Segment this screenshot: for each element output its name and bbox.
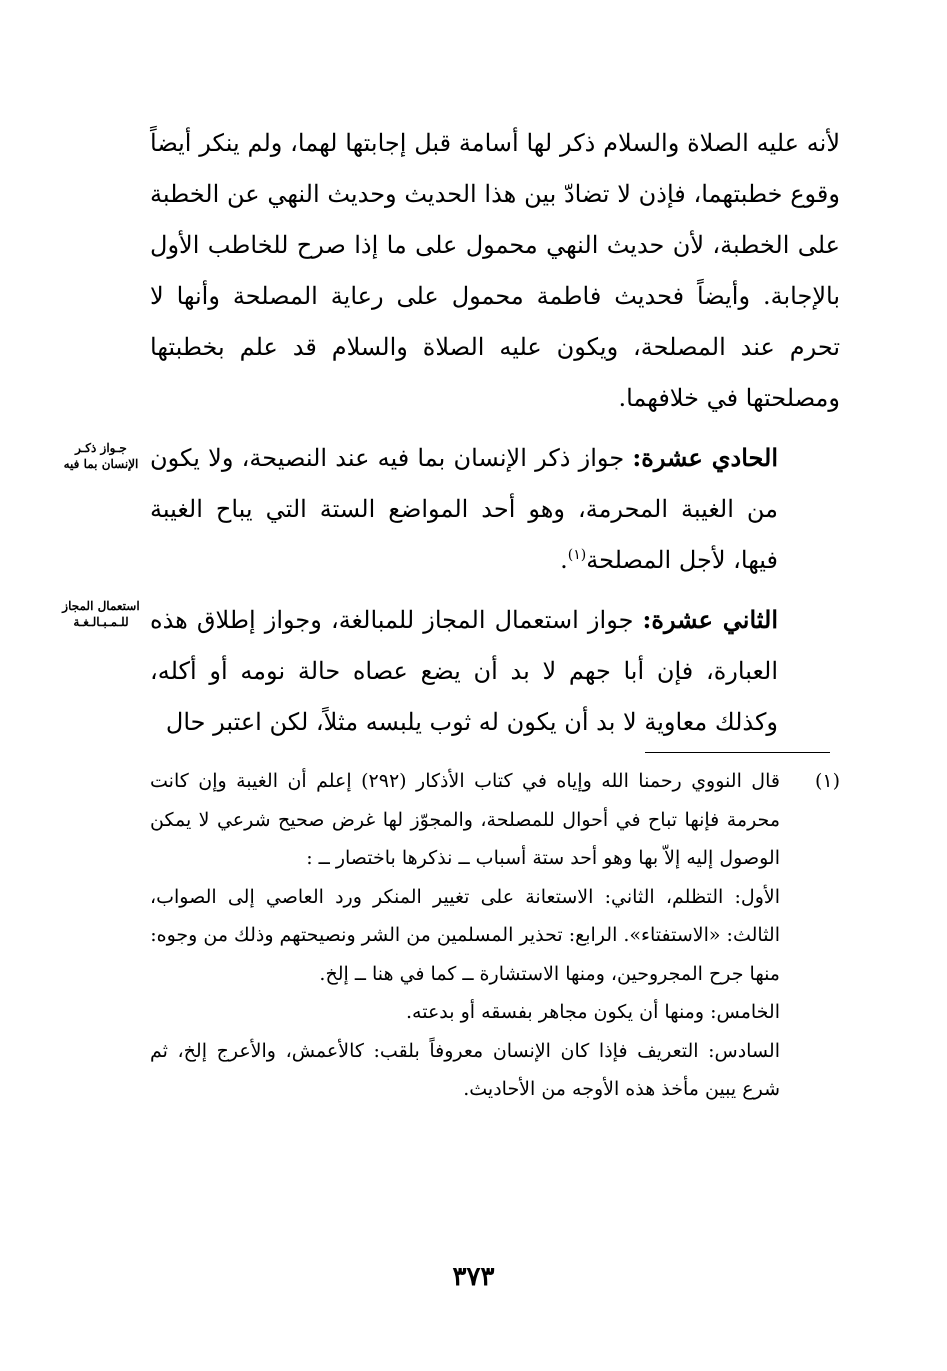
footnote-reference[interactable]: (١) xyxy=(567,547,587,563)
footnote-1-text: قال النووي رحمنا الله وإياه في كتاب الأذكار (٢٩٢) إعلم أن الغيبة وإن كانت محرمة فإنها تباح في أحوال للمصلحة، والمجوّز لها غرض صحيح شرعي لا يمكن الوصول إليه إلاّ بها وهو أحد ستة أسباب ــ نذكرها باختصار ــ : xyxy=(150,770,780,869)
margin-note-2-line-1: استعمال المجاز xyxy=(62,599,140,613)
paragraph-3-text: جواز استعمال المجاز للمبالغة، وجواز إطلاق هذه العبارة، فإن أبا جهم لا بد أن يضع عصاه حالة نومه أو أكله، وكذلك معاوية لا بد أن يكون له ثوب يلبسه مثلاً، لكن اعتبر حال xyxy=(150,606,778,736)
main-text xyxy=(150,118,840,748)
footnote-line-4: الخامس: ومنها أن يكون مجاهر بفسقه أو بدعته. xyxy=(405,1001,780,1023)
margin-note-2-line-2: للـمـبـالـغـة xyxy=(73,615,129,629)
margin-note-1-line-2: الإنسان بما فيه xyxy=(63,457,139,471)
paragraph-2-end: . xyxy=(560,546,568,574)
paragraph-2 xyxy=(150,432,840,586)
footnote-marker: (١) xyxy=(814,770,840,792)
footnote-1 xyxy=(150,762,840,878)
paragraph-3-heading: الثاني عشرة: xyxy=(642,605,778,634)
footnote-separator xyxy=(645,752,830,753)
paragraph-2-text: جواز ذكر الإنسان بما فيه عند النصيحة، ولا يكون من الغيبة المحرمة، وهو أحد المواضع الستة التي يباح الغيبة فيها، لأجل المصلحة xyxy=(150,444,778,574)
paragraph-1: لأنه عليه الصلاة والسلام ذكر لها أسامة قبل إجابتها لهما، ولم ينكر أيضاً وقوع خطبتهما، فإذن لا تضادّ بين هذا الحديث وحديث النهي عن الخطبة على الخطبة، لأن حديث النهي محمول على ما إذا صرح للخاطب الأول بالإجابة. وأيضاً فحديث فاطمة محمول على رعاية المصلحة وأنها لا تحرم عند المصلحة، ويكون عليه الصلاة والسلام قد علم بخطبتها ومصلحتها في خلافهما. xyxy=(150,129,840,412)
paragraph-2-heading: الحادي عشرة: xyxy=(632,443,778,472)
margin-note-1-line-1: جـواز ذكـر xyxy=(75,441,127,455)
margin-note-2 xyxy=(45,598,157,630)
page-number: ٣٧٣ xyxy=(452,1262,495,1292)
footnotes xyxy=(150,762,840,1109)
footnote-line-2: الأول: التظلم، الثاني: الاستعانة على تغيير المنكر ورد العاصي إلى الصواب، الثالث: «الاستفتاء». الرابع: تحذير المسلمين من الشر ونصيحتهم وذلك من وجوه: xyxy=(150,885,780,946)
paragraph-3 xyxy=(150,594,840,748)
margin-note-1 xyxy=(45,440,157,472)
footnote-line-5: السادس: التعريف فإذا كان الإنسان معروفاً بلقب: كالأعمش، والأعرج إلخ، ثم شرع يبين مأخذ هذه الأوجه من الأحاديث. xyxy=(150,1039,780,1100)
footnote-line-3: منها جرح المجروحين، ومنها الاستشارة ــ كما في هنا ــ إلخ. xyxy=(319,962,780,985)
